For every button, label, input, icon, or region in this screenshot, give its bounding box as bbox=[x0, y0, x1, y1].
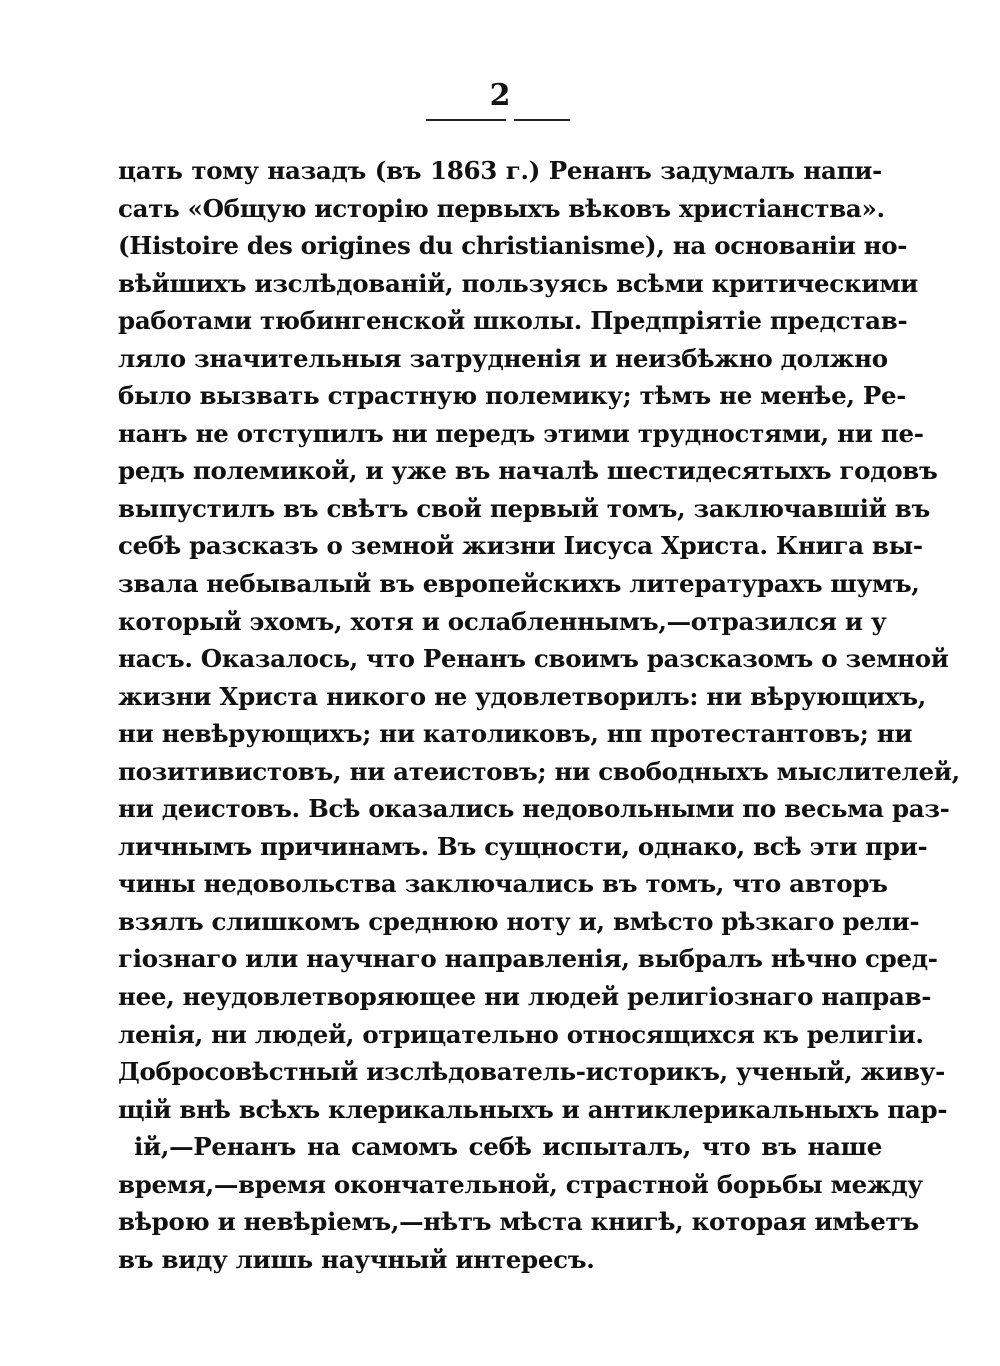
body-text bbox=[118, 152, 960, 1278]
text-line: вѣрою и невѣріемъ,—нѣтъ мѣста книгѣ, которая имѣетъ bbox=[118, 1207, 919, 1237]
text-line: ій,—Ренанъ на самомъ себѣ испыталъ, что въ наше bbox=[134, 1132, 882, 1162]
text-line: сать «Общую исторію первыхъ вѣковъ христіанства». bbox=[118, 193, 885, 223]
text-line: который эхомъ, хотя и ослабленнымъ,—отразился и у bbox=[118, 606, 887, 636]
header-rule-right bbox=[514, 119, 570, 121]
text-line: работами тюбингенской школы. Предпріятіе представ- bbox=[118, 306, 908, 336]
text-line: ни деистовъ. Всѣ оказались недовольными по весьма раз- bbox=[118, 794, 950, 824]
text-line: ляло значительныя затрудненія и неизбѣжно должно bbox=[118, 343, 888, 373]
text-line: ни невѣрующихъ; ни католиковъ, нп протестантовъ; ни bbox=[118, 719, 913, 749]
text-line: взялъ слишкомъ среднюю ноту и, вмѣсто рѣзкаго рели- bbox=[118, 906, 920, 936]
text-line: насъ. Оказалось, что Ренанъ своимъ разсказомъ о земной bbox=[118, 644, 949, 674]
page-number: 2 bbox=[489, 78, 511, 113]
text-line: гіознаго или научнаго направленія, выбралъ нѣчно сред- bbox=[118, 944, 938, 974]
text-line: себѣ разсказъ о земной жизни Іисуса Христа. Книга вы- bbox=[118, 531, 923, 561]
text-line: редъ полемикой, и уже въ началѣ шестидесятыхъ годовъ bbox=[118, 456, 938, 486]
text-line: время,—время окончательной, страстной борьбы между bbox=[118, 1169, 923, 1199]
text-line: ленія, ни людей, отрицательно относящихся къ религіи. bbox=[118, 1019, 924, 1049]
header-rule-left bbox=[426, 119, 506, 121]
text-line: личнымъ причинамъ. Въ сущности, однако, всѣ эти при- bbox=[118, 831, 928, 861]
text-line: звала небывалый въ европейскихъ литературахъ шумъ, bbox=[118, 569, 920, 599]
text-line: (Histoire des origines du christianisme), на основаніи но- bbox=[118, 231, 908, 261]
text-line: чины недовольства заключались въ томъ, что авторъ bbox=[118, 869, 888, 899]
text-line: Добросовѣстный изслѣдователь-историкъ, ученый, живу- bbox=[118, 1057, 945, 1087]
text-line: жизни Христа никого не удовлетворилъ: ни вѣрующихъ, bbox=[118, 681, 926, 711]
text-line: въ виду лишь научный интересъ. bbox=[118, 1244, 595, 1274]
text-line: позитивистовъ, ни атеистовъ; ни свободныхъ мыслителей, bbox=[118, 756, 960, 786]
text-line: цать тому назадъ (въ 1863 г.) Ренанъ задумалъ напи- bbox=[118, 156, 882, 185]
text-line: вѣйшихъ изслѣдованій, пользуясь всѣми критическими bbox=[118, 268, 919, 298]
text-line: нанъ не отступилъ ни передъ этими трудностями, ни пе- bbox=[118, 418, 924, 448]
text-line: было вызвать страстную полемику; тѣмъ не менѣе, Ре- bbox=[118, 381, 907, 411]
text-line: выпустилъ въ свѣтъ свой первый томъ, заключавшій въ bbox=[118, 493, 930, 523]
text-line: щій внѣ всѣхъ клерикальныхъ и антиклерикальныхъ пар- bbox=[118, 1094, 948, 1124]
text-line: нее, неудовлетворяющее ни людей религіознаго направ- bbox=[118, 982, 932, 1012]
